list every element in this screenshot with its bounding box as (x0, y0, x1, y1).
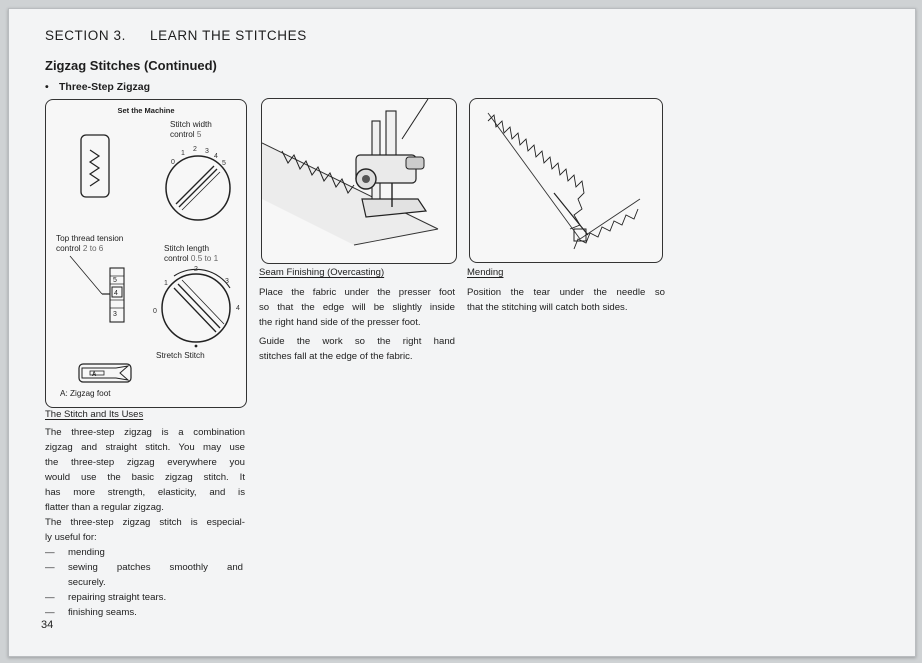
stitch-length-label: Stitch length control 0.5 to 1 (164, 244, 219, 263)
zigzag-pattern-icon (80, 134, 110, 198)
stitch-width-value: 5 (196, 130, 202, 139)
bullet-label: Three-Step Zigzag (59, 81, 151, 93)
tension-number-3: 3 (113, 311, 117, 318)
mending-paragraph: Position the tear under the needle so that the stitching will catch both sides. (467, 287, 665, 313)
section-number: SECTION 3. (45, 28, 127, 43)
stitch-width-label: Stitch width control 5 (170, 120, 212, 139)
stretch-stitch-label: Stretch Stitch (156, 351, 205, 360)
tension-number-4: 4 (114, 290, 118, 297)
page-number: 34 (41, 619, 54, 631)
width-tick-4: 4 (214, 153, 218, 160)
length-tick-1: 1 (164, 280, 168, 287)
length-tick-0: 0 (153, 308, 157, 315)
bullet-heading (45, 81, 150, 93)
width-tick-3: 3 (205, 148, 209, 155)
seam-finishing-paragraph-1: Place the fabric under the presser foot so that the edge will be slightly inside the right hand side of the presser foot. (259, 287, 455, 328)
stitch-length-value: 0.5 to 1 (190, 254, 219, 263)
set-machine-heading: Set the Machine (117, 106, 175, 115)
length-tick-4: 4 (236, 305, 240, 312)
stitch-length-dial-icon (150, 264, 246, 350)
stitch-width-dial-icon (158, 144, 240, 224)
width-tick-1: 1 (181, 150, 185, 157)
stitch-uses-intro: The three-step zigzag is a combination zigzag and straight stitch. You may use the three-step zigzag everywhere you would use the basic zigzag stitch. It has more strength, elasticity, and is flatter than a regular zigzag. The three-step zigzag stitch is especial- ly useful for: (45, 427, 245, 543)
section-header (45, 28, 307, 43)
length-tick-3: 3 (225, 278, 229, 285)
width-tick-2: 2 (193, 146, 197, 153)
tension-dial-icon (66, 254, 136, 324)
seam-finishing-paragraph-2: Guide the work so the right hand stitches fall at the edge of the fabric. (259, 336, 455, 362)
tension-value: 2 to 6 (82, 244, 104, 253)
seam-finishing-heading: Seam Finishing (Overcasting) (259, 267, 385, 278)
presser-foot-illustration-icon (262, 99, 456, 263)
manual-page: SECTION 3. LEARN THE STITCHES Zigzag Stitches (Continued) • Three-Step Zigzag Set the Machine Stitch width control 5 0 1 2 3 4 5 Top thread tension control 2 to 6 5 4 3 Stitch length control 0.5 to 1 0 1 2 3 4 Stretch Stitch A A: Zigzag foot Seam Finishing (Overcasting) Place the fabric under the presser foot so that the edge will be slightly inside the right hand side of the presser foot. Guide the work so the right hand stitches fall at the edge of the fabric. Mending Position the tear under the needle so that the stitching will catch both sides. The Stitch and Its Uses The three-step zigzag is a combination zigzag and straight stitch. You may use the three-step zigzag everywhere you would use the basic zigzag stitch. It has more strength, elasticity, and is flatter than a regular zigzag. The three-step zigzag stitch is especial- ly useful for: — mending — sewing patches smoothly and securely. — repairing straight tears. — finishing seams. 34 (8, 8, 916, 657)
zigzag-foot-icon (78, 362, 134, 384)
bullet-marker: • (45, 81, 49, 93)
width-tick-0: 0 (171, 159, 175, 166)
mending-illustration (469, 98, 663, 263)
tension-label: Top thread tension control 2 to 6 (56, 234, 124, 253)
mending-tear-illustration-icon (470, 99, 662, 262)
length-tick-2: 2 (194, 266, 198, 273)
subtitle: Zigzag Stitches (Continued) (45, 58, 217, 73)
seam-finishing-illustration (261, 98, 457, 264)
width-tick-5: 5 (222, 160, 226, 167)
machine-settings-panel (45, 99, 247, 408)
mending-heading: Mending (467, 267, 504, 278)
tension-number-5: 5 (113, 277, 117, 284)
stitch-uses-heading: The Stitch and Its Uses (45, 409, 144, 420)
zigzag-foot-label: A: Zigzag foot (60, 389, 111, 398)
section-title: LEARN THE STITCHES (150, 28, 307, 43)
foot-letter: A (92, 372, 97, 378)
